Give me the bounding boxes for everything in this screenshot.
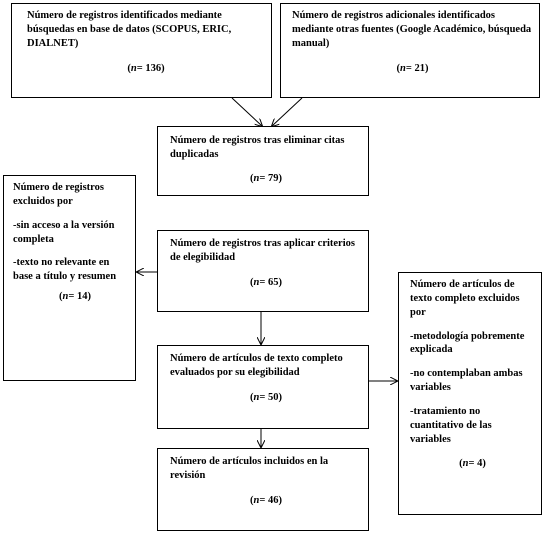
record-count: (n= 50) xyxy=(250,391,282,403)
box-included xyxy=(157,448,369,531)
box-excluded-articles xyxy=(398,272,542,515)
exclusion-reason: -no contemplaban ambas variables xyxy=(410,368,523,394)
record-count: (n= 46) xyxy=(250,494,282,506)
exclusion-reason: -sin acceso a la versión completa xyxy=(13,219,115,245)
box-title: Número de artículos incluidos en la revisión xyxy=(170,456,329,481)
box-title: Número de registros excluidos por xyxy=(13,182,104,207)
box-other-source-records xyxy=(280,3,540,98)
box-title: Número de artículos de texto completo evaluados por su elegibilidad xyxy=(170,353,343,378)
exclusion-reason: -tratamiento no cuantitativo de las variables xyxy=(410,406,492,445)
record-count: (n= 65) xyxy=(250,276,282,288)
box-database-records xyxy=(11,3,272,98)
box-title: Número de registros tras eliminar citas duplicadas xyxy=(170,135,345,160)
box-title: Número de registros tras aplicar criterios de elegibilidad xyxy=(170,238,355,263)
record-count: (n= 136) xyxy=(127,62,165,74)
arrow-databases-to-duplicates xyxy=(232,98,262,126)
box-after-duplicates xyxy=(157,126,369,196)
record-count: (n= 14) xyxy=(59,291,91,303)
record-count: (n= 21) xyxy=(396,62,429,74)
box-title: Número de registros adicionales identificados mediante otras fuentes (Google Académico, búsqueda manual) xyxy=(292,10,532,49)
box-title: Número de artículos de texto completo excluidos por xyxy=(410,279,520,318)
exclusion-reason: -metodología pobremente explicada xyxy=(410,330,525,356)
box-after-criteria xyxy=(157,230,369,312)
record-count: (n= 79) xyxy=(250,172,282,184)
arrow-other-to-duplicates xyxy=(272,98,302,126)
box-title: Número de registros identificados mediante búsquedas en base de datos (SCOPUS, ERIC, DIALNET) xyxy=(27,10,232,49)
record-count: (n= 4) xyxy=(459,457,486,469)
exclusion-reason: -texto no relevante en base a título y resumen xyxy=(13,257,117,283)
box-excluded-records xyxy=(3,175,136,381)
box-fulltext-evaluated xyxy=(157,345,369,429)
